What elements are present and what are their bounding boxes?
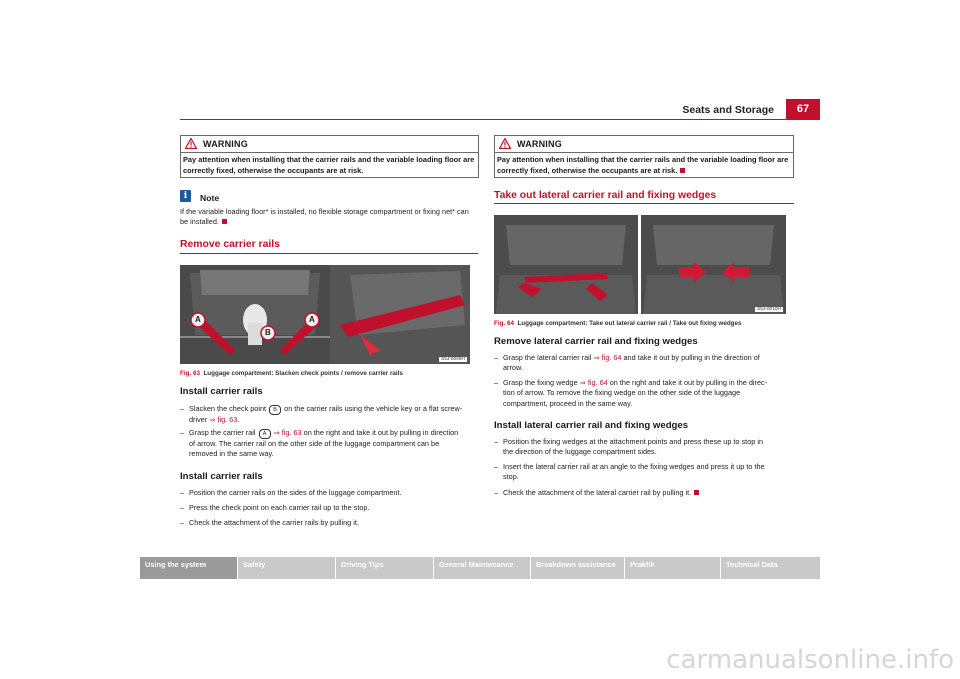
step-grasp-carrier-rail: – Grasp the carrier rail A ⇒ fig. 63 on the right and take it out by pulling in direction of arrow. The carrier rail on the other side of the luggage compartment can be removed in the same way. bbox=[180, 428, 459, 459]
figure-64-caption bbox=[494, 320, 742, 327]
step-grasp-fixing-wedge: – Grasp the fixing wedge ⇒ fig. 64 on the right and take it out by pulling in the direc- tion of arrow. To remove the fixing wedge on the other side of the luggage compartment, proceed in the same way. bbox=[494, 378, 768, 408]
subheading-install-lateral-rail: Install lateral carrier rail and fixing wedges bbox=[494, 420, 689, 431]
warning-text: Pay attention when installing that the carrier rails and the variable loading floor are correctly fixed, otherwise the occupants are at risk. bbox=[183, 155, 475, 175]
figure-code: S5J-0010H bbox=[757, 307, 781, 312]
warning-header bbox=[181, 136, 478, 153]
nav-tab-praktik[interactable]: Praktik bbox=[625, 557, 720, 579]
link-fig-64-a[interactable]: ⇒ fig. 64 bbox=[593, 353, 622, 362]
callout-b-icon: B bbox=[269, 405, 281, 415]
caption-figure-number: Fig. 63 bbox=[180, 370, 200, 377]
warning-triangle-icon bbox=[499, 138, 511, 149]
note-info-icon: i bbox=[180, 190, 191, 202]
warning-box-left bbox=[180, 135, 479, 178]
figure-63-caption bbox=[180, 370, 403, 377]
section-rule bbox=[180, 253, 478, 254]
section-heading-take-out-lateral-rail: Take out lateral carrier rail and fixing wedges bbox=[494, 190, 717, 201]
nav-tab-breakdown-assistance[interactable]: Breakdown assistance bbox=[531, 557, 624, 579]
nav-tab-technical-data[interactable]: Technical Data bbox=[721, 557, 820, 579]
nav-tab-safety[interactable]: Safety bbox=[238, 557, 335, 579]
end-mark-icon bbox=[680, 168, 685, 173]
callout-a-icon: A bbox=[259, 429, 271, 439]
note-label: Note bbox=[200, 193, 220, 203]
figure-64-image bbox=[494, 215, 786, 314]
step-insert-lateral-rail: – Insert the lateral carrier rail at an angle to the fixing wedges and press it up to the stop. bbox=[494, 462, 765, 482]
nav-tab-using-the-system[interactable]: Using the system bbox=[140, 557, 237, 579]
caption-figure-number: Fig. 64 bbox=[494, 320, 514, 327]
warning-title: WARNING bbox=[203, 139, 248, 149]
header-rule bbox=[180, 119, 786, 120]
subheading-remove-lateral-rail: Remove lateral carrier rail and fixing wedges bbox=[494, 336, 698, 347]
subheading-install-carrier-rails-1: Install carrier rails bbox=[180, 386, 263, 397]
end-mark-icon bbox=[694, 490, 699, 495]
end-mark-icon bbox=[222, 219, 227, 224]
nav-tab-general-maintenance[interactable]: General Maintenance bbox=[434, 557, 530, 579]
figure-callout-a-right: A bbox=[309, 315, 315, 324]
subheading-install-carrier-rails-2: Install carrier rails bbox=[180, 471, 263, 482]
warning-box-right bbox=[494, 135, 794, 178]
warning-title: WARNING bbox=[517, 139, 562, 149]
section-rule bbox=[494, 203, 794, 204]
warning-header bbox=[495, 136, 793, 153]
caption-text: Luggage compartment: Take out lateral carrier rail / Take out fixing wedges bbox=[517, 320, 742, 327]
link-fig-63-a[interactable]: ⇒ fig. 63 bbox=[209, 415, 238, 424]
link-fig-64-b[interactable]: ⇒ fig. 64 bbox=[579, 378, 608, 387]
section-heading-remove-carrier-rails: Remove carrier rails bbox=[180, 239, 280, 250]
figure-callout-b: B bbox=[265, 328, 271, 337]
step-slacken-check-point: – Slacken the check point B on the carrier rails using the vehicle key or a flat screw- driver ⇒ fig. 63. bbox=[180, 404, 463, 424]
warning-triangle-icon bbox=[185, 138, 197, 149]
lateral-rail-illustration bbox=[494, 215, 786, 314]
step-position-fixing-wedges: – Position the fixing wedges at the attachment points and press these up to stop in the direction of the luggage compartment sides. bbox=[494, 437, 764, 457]
page-number: 67 bbox=[786, 99, 820, 120]
caption-text: Luggage compartment: Slacken check points / remove carrier rails bbox=[203, 370, 403, 377]
figure-63-image bbox=[180, 265, 470, 364]
nav-tab-driving-tips[interactable]: Driving Tips bbox=[336, 557, 433, 579]
figure-code: S5J-0009H bbox=[441, 357, 465, 362]
figure-callout-a-left: A bbox=[195, 315, 201, 324]
link-fig-63-b[interactable]: ⇒ fig. 63 bbox=[273, 428, 302, 437]
note-text: If the variable loading floor* is installed, no flexible storage compartment or fixing net* can be installed. bbox=[180, 207, 469, 227]
note-paragraph bbox=[180, 207, 478, 228]
page-header-title: Seats and Storage bbox=[682, 104, 774, 116]
luggage-compartment-illustration bbox=[180, 265, 470, 364]
warning-text: Pay attention when installing that the carrier rails and the variable loading floor are correctly fixed, otherwise the occupants are at risk. bbox=[497, 155, 789, 175]
watermark: carmanualsonline.info bbox=[666, 645, 954, 675]
step-grasp-lateral-rail: – Grasp the lateral carrier rail ⇒ fig. 64 and take it out by pulling in the direction of arrow. bbox=[494, 353, 760, 373]
